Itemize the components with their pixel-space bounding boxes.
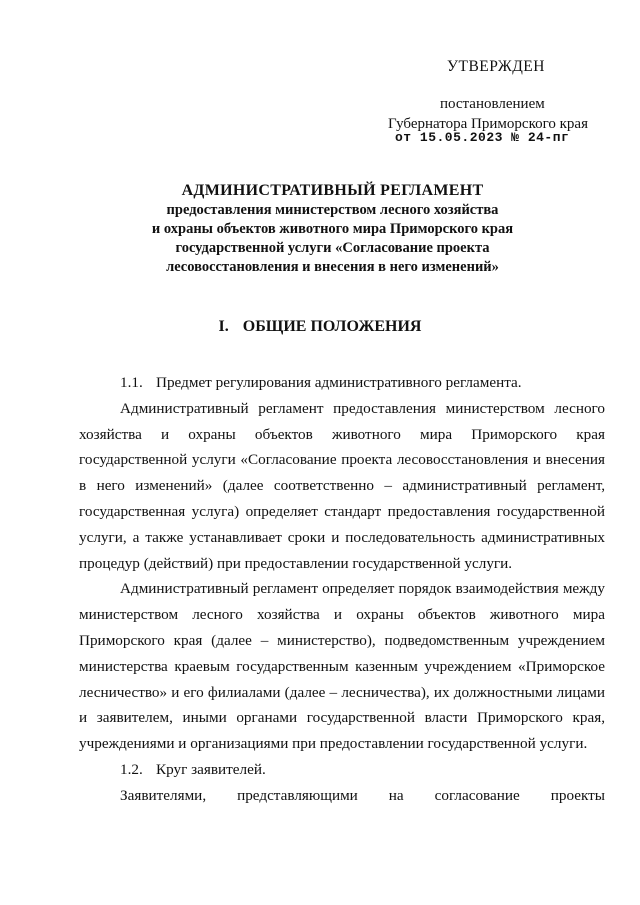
document-title [60,180,605,277]
document-body [79,370,605,809]
clause-1-1 [79,370,605,396]
title-line-1: АДМИНИСТРАТИВНЫЙ РЕГЛАМЕНТ [181,182,484,199]
section-title: ОБЩИЕ ПОЛОЖЕНИЯ [242,318,422,335]
paragraph-2: Административный регламент определяет порядок взаимодействия между министерством лесного хозяйства и охраны объектов животного мира Приморского края (далее – министерство), подведомственным учреждением министерства краевым государственным казенным учреждением «Приморское лесничество» и его филиалами (далее – лесничества), их должностными лицами и заявителем, иными органами государственной власти Приморского края, учреждениями и организациями при предоставлении государственной услуги. [79,580,605,753]
approval-line-date-number: от 15.05.2023 № 24-пг [395,130,570,145]
title-line-4: государственной услуги «Согласование проекта [175,240,490,256]
title-line-5: лесовосстановления и внесения в него изменений» [166,259,499,275]
section-heading [0,318,640,336]
section-number: I. [218,318,229,335]
approval-line-governor: Губернатора Приморского края [388,116,588,132]
title-line-3: и охраны объектов животного мира Приморского края [151,221,514,237]
approved-label: УТВЕРЖДЕН [447,58,545,75]
clause-1-2 [79,757,605,783]
clause-1-1-title: Предмет регулирования административного регламента. [156,374,522,391]
title-line-2: предоставления министерством лесного хозяйства [166,202,499,218]
paragraph-3-start: Заявителями, представляющими на согласование проекты [120,786,605,804]
approval-line-resolution: постановлением [440,96,545,112]
clause-1-1-number: 1.1. [120,374,143,391]
paragraph-1: Административный регламент предоставления министерством лесного хозяйства и охраны объектов животного мира Приморского края государственной услуги «Согласование проекта лесовосстановления и внесения в него изменений» (далее соответственно – административный регламент, государственная услуга) определяет стандарт предоставления государственной услуги, а также устанавливает сроки и последовательность административных процедур (действий) при предоставлении государственной услуги. [79,399,605,572]
clause-1-2-title: Круг заявителей. [156,760,266,778]
clause-1-2-number: 1.2. [120,760,143,778]
